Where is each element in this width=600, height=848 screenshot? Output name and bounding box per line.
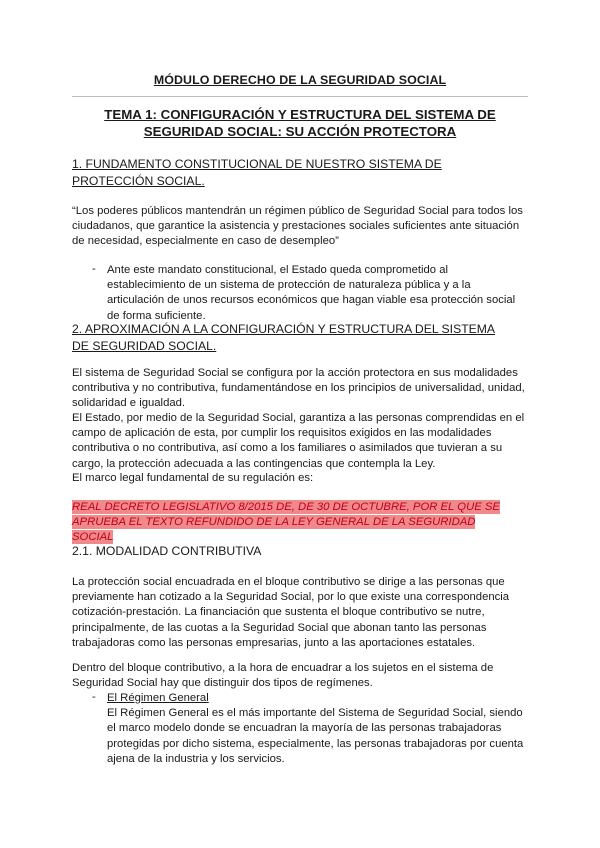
law-text: REAL DECRETO LEGISLATIVO 8/2015 DE, DE 30 DE OCTUBRE, POR EL QUE SE APRUEBA EL TEXTO REFUNDIDO DE LA LEY GENERAL DE LA SEGURIDAD SOCIAL <box>72 501 500 544</box>
section-2-paragraph-3: El marco legal fundamental de su regulación es: <box>72 472 314 484</box>
regime-content <box>107 691 527 767</box>
regime-text: El Régimen General es el más importante del Sistema de Seguridad Social, siendo el marco modelo donde se encuadran la mayoría de las personas trabajadoras protegidas por dicho sistema, especialmente, las personas trabajadoras por cuenta ajena de la industria y los servicios. <box>107 707 524 765</box>
section-2-heading: 2. APROXIMACIÓN A LA CONFIGURACIÓN Y ESTRUCTURA DEL SISTEMA DE SEGURIDAD SOCIAL. <box>72 322 496 353</box>
section-2-paragraph-2: El Estado, por medio de la Seguridad Social, garantiza a las personas comprendidas en el campo de aplicación de esta, por cumplir los requisitos exigidos en las modalidades contributiva o no contributiva, así como a los familiares o asimilados que tuvieran a su cargo, la protección adecuada a las contingencias que contempla la Ley. <box>72 412 525 470</box>
bullet-text: Ante este mandato constitucional, el Estado queda comprometido al establecimiento de un sistema de protección de naturaleza pública y a la articulación de unos recursos económicos que hagan viable esa protección social de forma suficiente. <box>107 264 516 322</box>
section-2-1-paragraph-2: Dentro del bloque contributivo, a la hora de encuadrar a los sujetos en el sistema de Seguridad Social hay que distinguir dos tipos de regímenes. <box>72 662 494 690</box>
topic-title: TEMA 1: CONFIGURACIÓN Y ESTRUCTURA DEL SISTEMA DE SEGURIDAD SOCIAL: SU ACCIÓN PROTECTORA <box>104 107 496 139</box>
highlighted-law-reference <box>72 500 516 546</box>
section-1-heading: 1. FUNDAMENTO CONSTITUCIONAL DE NUESTRO SISTEMA DE PROTECCIÓN SOCIAL. <box>72 157 442 188</box>
bullet-dash: - <box>92 263 96 275</box>
module-title: MÓDULO DERECHO DE LA SEGURIDAD SOCIAL <box>153 73 447 87</box>
title-divider <box>72 96 528 97</box>
bullet-dash: - <box>92 691 96 703</box>
constitution-quote: “Los poderes públicos mantendrán un régimen público de Seguridad Social para todos los ciudadanos, que garantice la asistencia y prestaciones sociales suficientes ante situación de necesidad, especialmente en caso de desempleo” <box>72 205 523 248</box>
section-2-1-paragraph-1: La protección social encuadrada en el bloque contributivo se dirige a las personas que previamente han cotizado a la Seguridad Social, por lo que existe una correspondencia cotización-prestación. La financiación que sustenta el bloque contributivo se nutre, principalmente, de las cuotas a la Seguridad Social que abonan tanto las personas trabajadoras como las personas empresarias, junto a las aportaciones estatales. <box>72 576 510 649</box>
regime-title: El Régimen General <box>107 692 209 704</box>
section-2-paragraph-1: El sistema de Seguridad Social se configura por la acción protectora en sus modalidades contributiva y no contributiva, fundamentándose en los principios de universalidad, unidad, solidaridad e igualdad. <box>72 367 525 410</box>
section-2-1-heading: 2.1. MODALIDAD CONTRIBUTIVA <box>72 544 262 558</box>
